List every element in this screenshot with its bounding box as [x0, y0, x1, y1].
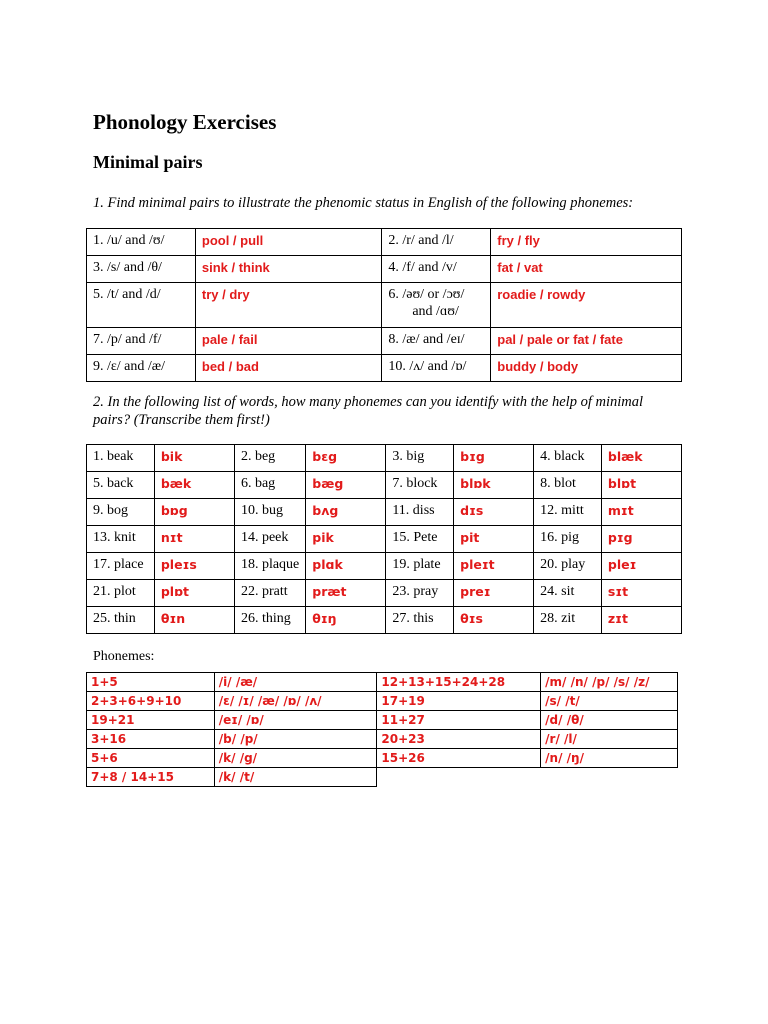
transcription-text: bæk — [160, 476, 192, 491]
word-row — [87, 580, 682, 607]
phoneme-cell — [214, 749, 377, 768]
transcription-text: mɪt — [607, 503, 634, 518]
word-cell: 10. bug — [234, 499, 305, 526]
transcription-cell — [154, 580, 234, 607]
transcription-cell — [601, 499, 681, 526]
phoneme-text: /eɪ/ /ɒ/ — [218, 713, 264, 727]
phoneme-cell — [541, 673, 678, 692]
phoneme-pair-cont: and /ɑʊ/ — [412, 304, 459, 319]
word-list-table — [86, 444, 682, 634]
phoneme-text: 19+21 — [91, 713, 135, 727]
phoneme-cell — [214, 768, 377, 787]
transcription-cell — [601, 445, 681, 472]
transcription-cell — [601, 580, 681, 607]
phoneme-pair: 7. /p/ and /f/ — [93, 332, 162, 347]
question-1: 1. Find minimal pairs to illustrate the phenomic status in English of the following phonemes: — [93, 195, 634, 211]
transcription-text: plɒt — [160, 584, 190, 599]
answer-cell — [195, 256, 381, 283]
answer-cell — [195, 229, 381, 256]
phoneme-row — [87, 749, 678, 768]
word-cell: 14. peek — [234, 526, 305, 553]
phoneme-cell — [377, 711, 541, 730]
transcription-cell — [601, 526, 681, 553]
transcription-text: blɒt — [607, 476, 637, 491]
word-cell: 20. play — [534, 553, 602, 580]
phoneme-text: 12+13+15+24+28 — [381, 675, 506, 689]
pair-row — [87, 328, 682, 355]
transcription-text: pit — [460, 530, 480, 545]
phoneme-pair-cell — [87, 328, 196, 355]
phoneme-cell — [87, 749, 215, 768]
transcription-text: dɪs — [460, 503, 484, 518]
transcription-cell — [601, 553, 681, 580]
transcription-text: pɪg — [607, 530, 633, 545]
phoneme-pair: 10. /ʌ/ and /ɒ/ — [388, 359, 467, 374]
phoneme-pair-cell — [87, 256, 196, 283]
transcription-text: bæg — [312, 476, 344, 491]
word-cell: 16. pig — [534, 526, 602, 553]
transcription-cell — [154, 607, 234, 634]
transcription-text: θɪs — [460, 611, 483, 626]
answer-cell — [195, 283, 381, 328]
phoneme-pair: 8. /æ/ and /eɪ/ — [388, 332, 465, 347]
transcription-cell — [454, 580, 534, 607]
phoneme-text: /s/ /t/ — [545, 694, 580, 708]
transcription-cell — [454, 526, 534, 553]
transcription-cell — [601, 607, 681, 634]
word-row — [87, 499, 682, 526]
transcription-cell — [306, 472, 386, 499]
phoneme-cell — [377, 692, 541, 711]
phoneme-row — [87, 692, 678, 711]
phoneme-cell — [214, 730, 377, 749]
phoneme-cell — [377, 730, 541, 749]
word-cell: 13. knit — [87, 526, 155, 553]
phoneme-text: /i/ /æ/ — [218, 675, 258, 689]
answer-cell — [195, 328, 381, 355]
transcription-cell — [454, 607, 534, 634]
phoneme-pair-cell — [382, 283, 491, 328]
phoneme-pair-cell — [87, 229, 196, 256]
word-cell: 26. thing — [234, 607, 305, 634]
phoneme-pair-cell — [382, 229, 491, 256]
phoneme-cell — [87, 673, 215, 692]
phoneme-cell — [541, 730, 678, 749]
transcription-text: θɪn — [160, 611, 186, 626]
phoneme-text: 11+27 — [381, 713, 425, 727]
phoneme-pair-cell — [382, 256, 491, 283]
phoneme-pair: 2. /r/ and /l/ — [388, 233, 454, 248]
answer-cell — [491, 256, 682, 283]
answer-text: buddy / body — [497, 359, 579, 374]
transcription-cell — [454, 553, 534, 580]
phoneme-pair: 4. /f/ and /v/ — [388, 260, 457, 275]
answer-text: fry / fly — [497, 233, 540, 248]
phoneme-text: /ɛ/ /ɪ/ /æ/ /ɒ/ /ʌ/ — [218, 694, 322, 708]
answer-cell — [195, 355, 381, 382]
page-title: Phonology Exercises — [93, 110, 277, 134]
phoneme-text: 20+23 — [381, 732, 425, 746]
phoneme-cell — [87, 692, 215, 711]
transcription-cell — [454, 445, 534, 472]
phoneme-text: 1+5 — [91, 675, 118, 689]
transcription-text: bɒg — [160, 503, 188, 518]
phoneme-cell — [214, 711, 377, 730]
phoneme-text: /k/ /g/ — [218, 751, 258, 765]
phoneme-pair: 6. /əʊ/ or /ɔʊ/ — [388, 287, 465, 302]
answer-text: fat / vat — [497, 260, 543, 275]
word-cell: 8. blot — [534, 472, 602, 499]
answer-text: try / dry — [201, 287, 250, 302]
minimal-pairs-table — [86, 228, 682, 382]
word-cell: 9. bog — [87, 499, 155, 526]
word-cell: 25. thin — [87, 607, 155, 634]
transcription-text: pleɪ — [607, 557, 637, 572]
word-cell: 1. beak — [87, 445, 155, 472]
phoneme-text: /b/ /p/ — [218, 732, 258, 746]
word-cell: 4. black — [534, 445, 602, 472]
phonemes-label: Phonemes: — [93, 649, 155, 664]
transcription-text: zɪt — [607, 611, 628, 626]
phoneme-row — [87, 673, 678, 692]
phoneme-cell — [541, 692, 678, 711]
word-cell: 24. sit — [534, 580, 602, 607]
phoneme-text: /k/ /t/ — [218, 770, 255, 784]
transcription-text: bɪg — [460, 449, 485, 464]
transcription-text: pleɪs — [160, 557, 197, 572]
word-cell: 17. place — [87, 553, 155, 580]
transcription-cell — [306, 553, 386, 580]
phoneme-pair-cell — [382, 355, 491, 382]
transcription-text: blɒk — [460, 476, 491, 491]
answer-text: roadie / rowdy — [497, 287, 586, 302]
transcription-cell — [306, 607, 386, 634]
word-cell: 5. back — [87, 472, 155, 499]
section-heading: Minimal pairs — [93, 152, 203, 172]
pair-row — [87, 355, 682, 382]
word-cell: 22. pratt — [234, 580, 305, 607]
answer-cell — [491, 283, 682, 328]
word-row — [87, 472, 682, 499]
pair-row — [87, 256, 682, 283]
phoneme-cell — [377, 768, 541, 787]
answer-cell — [491, 355, 682, 382]
answer-text: pale / fail — [201, 332, 258, 347]
transcription-cell — [306, 499, 386, 526]
phoneme-row — [87, 768, 678, 787]
word-cell: 3. big — [386, 445, 454, 472]
phoneme-row — [87, 711, 678, 730]
transcription-cell — [154, 445, 234, 472]
word-cell: 27. this — [386, 607, 454, 634]
phoneme-cell — [541, 749, 678, 768]
word-cell: 7. block — [386, 472, 454, 499]
word-cell: 2. beg — [234, 445, 305, 472]
answer-text: bed / bad — [201, 359, 259, 374]
answer-cell — [491, 328, 682, 355]
transcription-text: preɪ — [460, 584, 491, 599]
phoneme-cell — [87, 711, 215, 730]
word-cell: 18. plaque — [234, 553, 305, 580]
word-cell: 21. plot — [87, 580, 155, 607]
phoneme-cell — [214, 673, 377, 692]
word-cell: 15. Pete — [386, 526, 454, 553]
phoneme-text: 15+26 — [381, 751, 425, 765]
word-cell: 12. mitt — [534, 499, 602, 526]
phoneme-text: 3+16 — [91, 732, 127, 746]
phoneme-cell — [377, 749, 541, 768]
phoneme-text: /m/ /n/ /p/ /s/ /z/ — [545, 675, 650, 689]
phoneme-cell — [541, 768, 678, 787]
phoneme-cell — [541, 711, 678, 730]
answer-text: pal / pale or fat / fate — [497, 332, 623, 347]
transcription-cell — [454, 499, 534, 526]
phoneme-pair: 1. /u/ and /ʊ/ — [93, 233, 165, 248]
phoneme-cell — [87, 768, 215, 787]
transcription-text: bʌg — [312, 503, 339, 518]
transcription-cell — [154, 472, 234, 499]
transcription-cell — [306, 580, 386, 607]
transcription-cell — [306, 445, 386, 472]
transcription-text: bɛg — [312, 449, 338, 464]
transcription-text: blæk — [607, 449, 643, 464]
word-row — [87, 553, 682, 580]
phoneme-text: 5+6 — [91, 751, 118, 765]
pair-row — [87, 283, 682, 328]
word-row — [87, 445, 682, 472]
phoneme-cell — [87, 730, 215, 749]
pair-row — [87, 229, 682, 256]
phoneme-pair: 3. /s/ and /θ/ — [93, 260, 162, 275]
phoneme-cell — [377, 673, 541, 692]
word-cell: 6. bag — [234, 472, 305, 499]
phoneme-row — [87, 730, 678, 749]
transcription-text: θɪŋ — [312, 611, 337, 626]
phoneme-text: 17+19 — [381, 694, 425, 708]
phoneme-text: /n/ /ŋ/ — [545, 751, 584, 765]
transcription-text: bik — [160, 449, 183, 464]
phoneme-pair-cell — [87, 283, 196, 328]
question-2: 2. In the following list of words, how many phonemes can you identify with the help of minimal pairs? (Transcribe them first!) — [93, 394, 644, 428]
word-cell: 19. plate — [386, 553, 454, 580]
transcription-cell — [306, 526, 386, 553]
transcription-text: sɪt — [607, 584, 629, 599]
word-cell: 11. diss — [386, 499, 454, 526]
phoneme-pair-cell — [87, 355, 196, 382]
phoneme-text: 2+3+6+9+10 — [91, 694, 182, 708]
transcription-text: præt — [312, 584, 347, 599]
phoneme-text: 7+8 / 14+15 — [91, 770, 174, 784]
transcription-text: pleɪt — [460, 557, 495, 572]
phoneme-pair: 9. /ɛ/ and /æ/ — [93, 359, 165, 374]
phonemes-table — [86, 672, 678, 787]
phoneme-pair: 5. /t/ and /d/ — [93, 287, 161, 302]
transcription-text: nɪt — [160, 530, 183, 545]
answer-cell — [491, 229, 682, 256]
transcription-cell — [454, 472, 534, 499]
transcription-cell — [154, 553, 234, 580]
transcription-cell — [601, 472, 681, 499]
phoneme-pair-cell — [382, 328, 491, 355]
word-row — [87, 526, 682, 553]
transcription-cell — [154, 526, 234, 553]
answer-text: sink / think — [201, 260, 270, 275]
phoneme-text: /d/ /θ/ — [545, 713, 584, 727]
word-cell: 23. pray — [386, 580, 454, 607]
phoneme-text: /r/ /l/ — [545, 732, 577, 746]
transcription-cell — [154, 499, 234, 526]
transcription-text: pik — [312, 530, 334, 545]
transcription-text: plɑk — [312, 557, 343, 572]
phoneme-cell — [214, 692, 377, 711]
word-cell: 28. zit — [534, 607, 602, 634]
answer-text: pool / pull — [201, 233, 264, 248]
word-row — [87, 607, 682, 634]
